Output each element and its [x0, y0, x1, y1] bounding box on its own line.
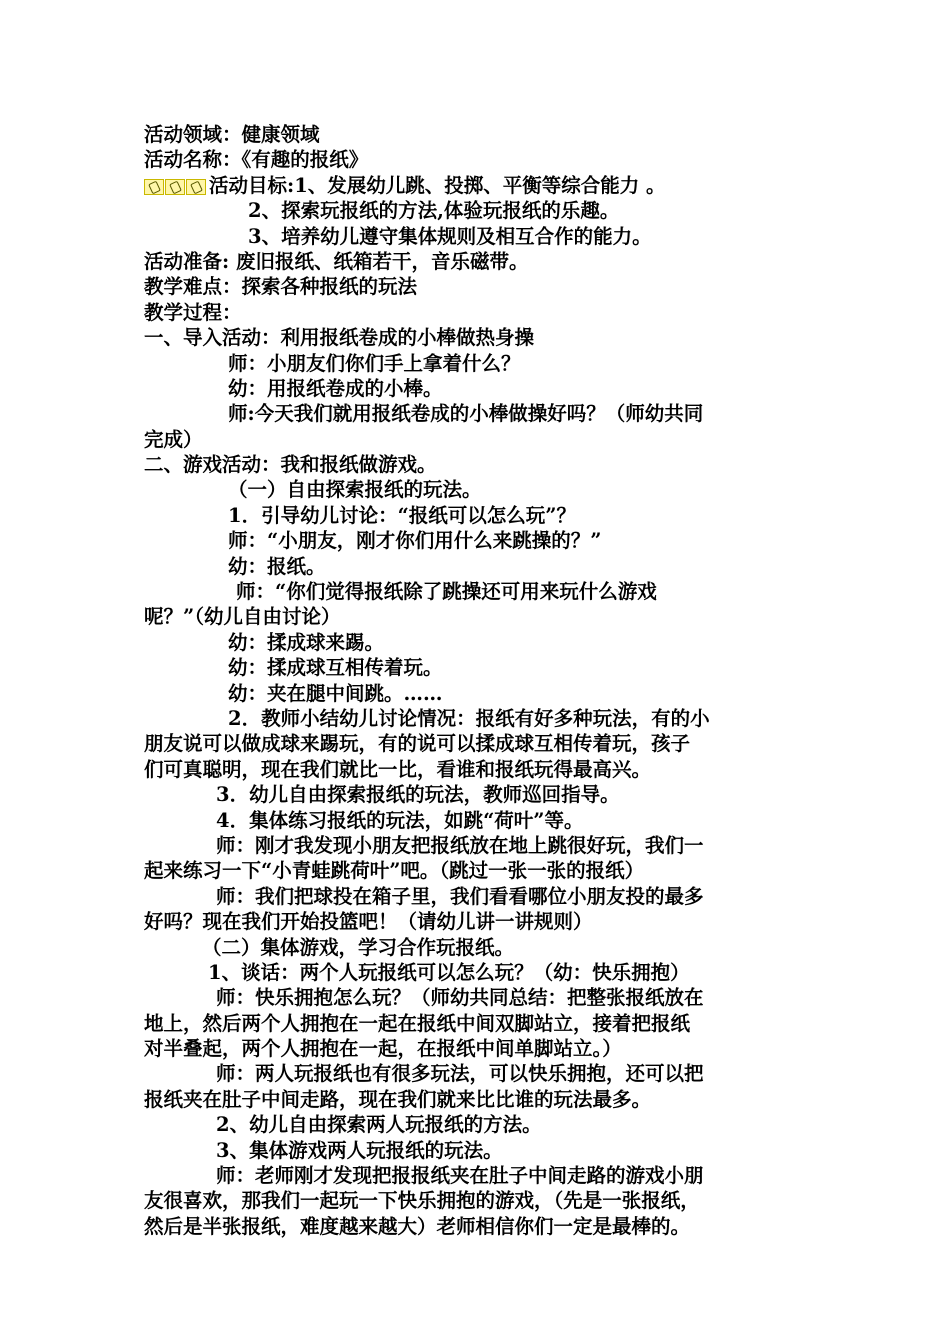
- dialogue-line: 师：我们把球投在箱子里，我们看看哪位小朋友投的最多: [216, 884, 704, 908]
- dialogue-line-cont: 报纸夹在肚子中间走路，现在我们就来比比谁的玩法最多。: [144, 1087, 652, 1111]
- document-page: [144, 122, 810, 1239]
- dialogue-line: 师：老师刚才发现把报报纸夹在肚子中间走路的游戏小朋: [216, 1164, 704, 1188]
- dialogue-line-cont: 好吗？现在我们开始投篮吧！（请幼儿讲一讲规则）: [144, 910, 593, 934]
- teaching-difficulty: 教学难点：探索各种报纸的玩法: [144, 275, 418, 299]
- dialogue-line: 师：“小朋友，刚才你们用什么来跳操的？”: [228, 529, 602, 553]
- step-line: 1、谈话：两个人玩报纸可以怎么玩？（幼：快乐拥抱）: [208, 960, 690, 984]
- dialogue-line-cont: 友很喜欢，那我们一起玩一下快乐拥抱的游戏，（先是一张报纸，: [144, 1189, 700, 1213]
- dialogue-line-cont: 完成）: [144, 427, 203, 451]
- dialogue-line: 师：两人玩报纸也有很多玩法，可以快乐拥抱，还可以把: [216, 1062, 704, 1086]
- activity-domain: 活动领域：健康领域: [144, 123, 320, 146]
- activity-prep: 活动准备: 废旧报纸、纸箱若干，音乐磁带。: [144, 249, 529, 273]
- step-line-cont: 们可真聪明，现在我们就比一比，看谁和报纸玩得最高兴。: [144, 757, 652, 781]
- dialogue-line: 幼：夹在腿中间跳。……: [228, 681, 443, 705]
- dialogue-line: 幼：用报纸卷成的小棒。: [228, 376, 443, 400]
- dialogue-line: 幼：揉成球来踢。: [228, 630, 385, 654]
- pencil-icon: [165, 179, 185, 195]
- activity-goal-3: 3、培养幼儿遵守集体规则及相互合作的能力。: [248, 224, 652, 248]
- subsection-1-title: （一）自由探索报纸的玩法。: [228, 478, 482, 502]
- dialogue-line: 师：快乐拥抱怎么玩？（师幼共同总结：把整张报纸放在: [216, 986, 704, 1010]
- dialogue-line: 师：小朋友们你们手上拿着什么？: [228, 351, 521, 375]
- section-1-title: 一、导入活动：利用报纸卷成的小棒做热身操: [144, 326, 535, 350]
- icon-group: [144, 176, 207, 194]
- step-line: 3．幼儿自由探索报纸的玩法，教师巡回指导。: [216, 783, 620, 807]
- step-line: 1．引导幼儿讨论：“报纸可以怎么玩”？: [228, 503, 577, 527]
- step-line: 4．集体练习报纸的玩法，如跳“荷叶”等。: [216, 808, 584, 832]
- dialogue-line-cont: 然后是半张报纸，难度越来越大）老师相信你们一定是最棒的。: [144, 1214, 691, 1238]
- dialogue-line: 幼：揉成球互相传着玩。: [228, 656, 443, 680]
- dialogue-line: 师：“你们觉得报纸除了跳操还可用来玩什么游戏: [236, 580, 657, 604]
- activity-goal-2: 2、探索玩报纸的方法,体验玩报纸的乐趣。: [248, 199, 620, 223]
- dialogue-line: 幼：报纸。: [228, 554, 326, 578]
- step-line-cont: 朋友说可以做成球来踢玩，有的说可以揉成球互相传着玩，孩子: [144, 732, 691, 756]
- dialogue-line: 师:今天我们就用报纸卷成的小棒做操好吗？（师幼共同: [228, 402, 704, 426]
- dialogue-line-cont: 起来练习一下“小青蛙跳荷叶”吧。（跳过一张一张的报纸）: [144, 859, 645, 883]
- dialogue-line-cont: 地上，然后两个人拥抱在一起在报纸中间双脚站立，接着把报纸: [144, 1011, 691, 1035]
- dialogue-line-cont: 呢？”（幼儿自由讨论）: [144, 605, 341, 629]
- dialogue-line-cont: 对半叠起，两个人拥抱在一起，在报纸中间单脚站立。）: [144, 1037, 622, 1061]
- activity-name: 活动名称：《有趣的报纸》: [144, 148, 369, 172]
- step-line: 2．教师小结幼儿讨论情况：报纸有好多种玩法，有的小: [228, 706, 710, 730]
- step-line: 2、幼儿自由探索两人玩报纸的方法。: [216, 1113, 542, 1137]
- step-line: 3、集体游戏两人玩报纸的玩法。: [216, 1138, 503, 1162]
- subsection-2-title: （二）集体游戏，学习合作玩报纸。: [202, 935, 515, 959]
- dialogue-line: 师：刚才我发现小朋友把报纸放在地上跳很好玩，我们一: [216, 833, 704, 857]
- teaching-process: 教学过程：: [144, 300, 242, 324]
- pencil-icon: [186, 179, 206, 195]
- section-2-title: 二、游戏活动：我和报纸做游戏。: [144, 453, 437, 477]
- activity-goal-1: 活动目标:1、发展幼儿跳、投掷、平衡等综合能力 。: [144, 173, 810, 198]
- pencil-icon: [144, 179, 164, 195]
